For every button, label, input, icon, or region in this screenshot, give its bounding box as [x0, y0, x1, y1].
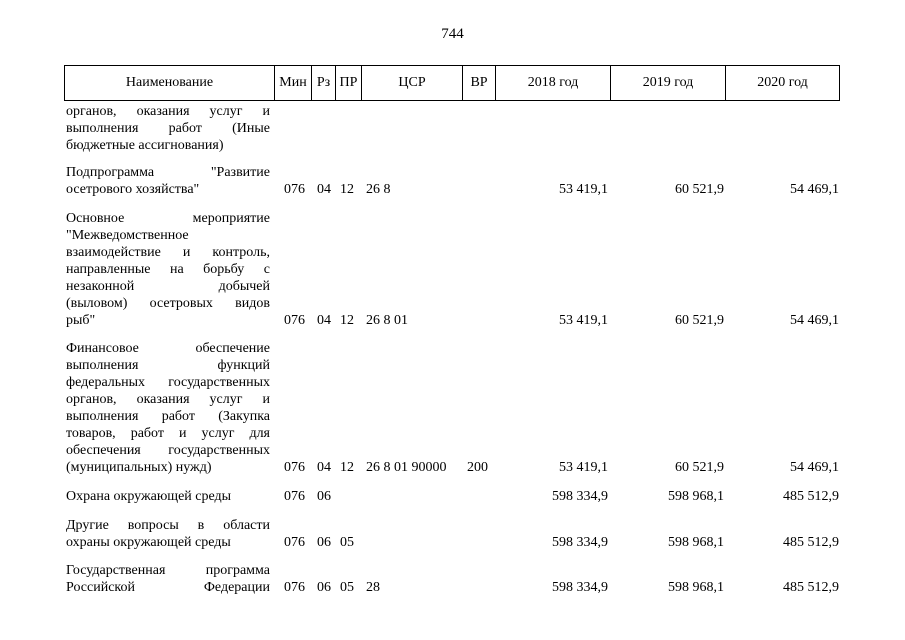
row-name — [66, 210, 270, 329]
cell-y2019: 598 968,1 — [668, 580, 724, 595]
cell-y2019: 598 968,1 — [668, 489, 724, 504]
header-2020: 2020 год — [757, 75, 808, 90]
row-name-line: бюджетные ассигнования) — [66, 138, 224, 153]
row-name-line: выполнения работ (Иные — [66, 121, 270, 136]
cell-y2019: 60 521,9 — [675, 460, 724, 475]
row-name-line: Другие вопросы в области — [66, 518, 270, 533]
cell-y2020: 485 512,9 — [783, 489, 839, 504]
cell-y2020: 485 512,9 — [783, 580, 839, 595]
row-name-line: (выловом) осетровых видов — [66, 296, 270, 311]
cell-y2018: 53 419,1 — [559, 313, 608, 328]
row-name — [66, 562, 270, 596]
header-csr: ЦСР — [362, 66, 463, 100]
cell-pr: 12 — [340, 460, 354, 475]
cell-min: 076 — [284, 580, 305, 595]
row-name — [66, 103, 270, 154]
row-name-line: осетрового хозяйства" — [66, 182, 200, 197]
row-name-line: обеспечения государственных — [66, 443, 270, 458]
cell-csr: 26 8 01 90000 — [366, 460, 447, 475]
row-name-line: направленные на борьбу с — [66, 262, 270, 277]
row-name-line: выполнения работ (Закупка — [66, 409, 270, 424]
cell-pr: 05 — [340, 535, 354, 550]
cell-y2020: 485 512,9 — [783, 535, 839, 550]
row-name-line: (муниципальных) нужд) — [66, 460, 212, 475]
header-pr: ПР — [336, 66, 362, 100]
row-name-line: Основное мероприятие — [66, 211, 270, 226]
header-vr: ВР — [463, 66, 496, 100]
row-name-line: товаров, работ и услуг для — [66, 426, 270, 441]
row-name-line: Государственная программа — [66, 563, 270, 578]
cell-rz: 06 — [317, 535, 331, 550]
page-number: 744 — [441, 26, 464, 42]
cell-y2018: 598 334,9 — [552, 580, 608, 595]
row-name-line: Финансовое обеспечение — [66, 341, 270, 356]
cell-pr: 12 — [340, 182, 354, 197]
cell-pr: 05 — [340, 580, 354, 595]
row-name-line: Охрана окружающей среды — [66, 489, 232, 504]
cell-csr: 26 8 01 — [366, 313, 408, 328]
cell-y2018: 598 334,9 — [552, 489, 608, 504]
cell-csr: 26 8 — [366, 182, 391, 197]
cell-min: 076 — [284, 182, 305, 197]
row-name-line: выполнения функций — [66, 358, 270, 373]
cell-min: 076 — [284, 535, 305, 550]
cell-min: 076 — [284, 489, 305, 504]
cell-rz: 04 — [317, 313, 331, 328]
cell-vr: 200 — [467, 460, 488, 475]
row-name — [66, 340, 270, 476]
row-name-line: незаконной добычей — [66, 279, 270, 294]
header-2018: 2018 год — [496, 66, 611, 100]
cell-pr: 12 — [340, 313, 354, 328]
cell-min: 076 — [284, 313, 305, 328]
row-name-line: Подпрограмма "Развитие — [66, 165, 270, 180]
row-name-line: органов, оказания услуг и — [66, 392, 270, 407]
header-name: Наименование — [65, 66, 275, 100]
cell-rz: 06 — [317, 489, 331, 504]
cell-y2020: 54 469,1 — [790, 460, 839, 475]
row-name-line: Российской Федерации — [66, 580, 270, 595]
cell-min: 076 — [284, 460, 305, 475]
cell-y2018: 598 334,9 — [552, 535, 608, 550]
cell-y2019: 60 521,9 — [675, 182, 724, 197]
cell-rz: 04 — [317, 182, 331, 197]
cell-rz: 04 — [317, 460, 331, 475]
row-name-line: "Межведомственное — [66, 228, 189, 243]
row-name-line: взаимодействие и контроль, — [66, 245, 270, 260]
cell-y2019: 598 968,1 — [668, 535, 724, 550]
cell-y2019: 60 521,9 — [675, 313, 724, 328]
cell-rz: 06 — [317, 580, 331, 595]
row-name-line: охраны окружающей среды — [66, 535, 231, 550]
row-name — [66, 517, 270, 551]
row-name-line: органов, оказания услуг и — [66, 104, 270, 119]
cell-y2020: 54 469,1 — [790, 182, 839, 197]
header-min: Мин — [275, 66, 312, 100]
cell-y2020: 54 469,1 — [790, 313, 839, 328]
cell-y2018: 53 419,1 — [559, 182, 608, 197]
cell-csr: 28 — [366, 580, 380, 595]
header-2019: 2019 год — [611, 66, 726, 100]
cell-y2018: 53 419,1 — [559, 460, 608, 475]
row-name-line: рыб" — [66, 313, 96, 328]
header-rz: Рз — [312, 66, 336, 100]
row-name — [66, 488, 270, 505]
row-name-line: федеральных государственных — [66, 375, 270, 390]
row-name — [66, 164, 270, 198]
table-header — [64, 65, 840, 101]
